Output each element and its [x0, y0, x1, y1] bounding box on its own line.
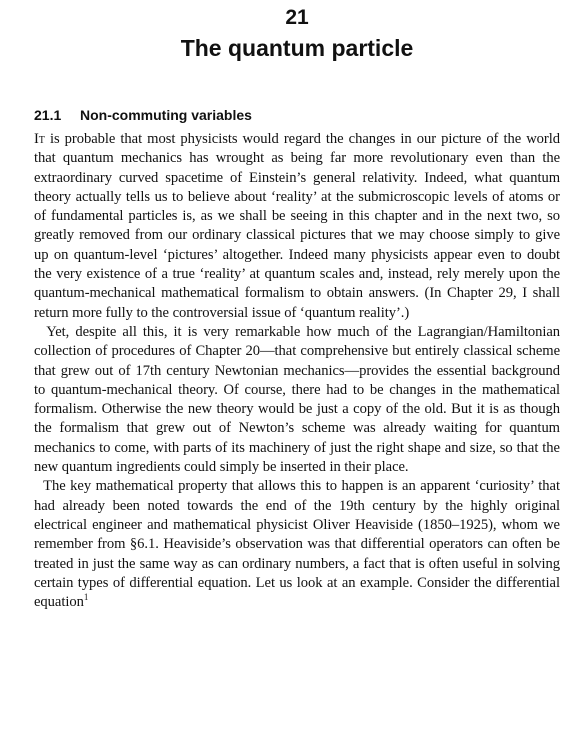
paragraph-1: [34, 130, 560, 323]
section-number: 21.1: [34, 107, 62, 123]
paragraph-text: is probable that most physicists would regard the changes in our picture of the world that quantum mechanics has wrought as being far more revolutionary even than the extraordinary curved spacetime of Einstein’s general relativity. Indeed, what quantum theory actually tells us to believe about ‘reality’ at the submicroscopic levels of atoms or of fundamental particles is, as we shall be seeing in this chapter and in the next two, so greatly removed from our ordinary classical pictures that we may choose simply to give up on quantum-level ‘pictures’ altogether. Indeed many physicists appear even to doubt the very existence of a true ‘reality’ at quantum scales and, instead, rely merely upon the quantum-mechanical mathematical formalism to obtain answers. (In Chapter 29, I shall return more fully to the controversial issue of ‘quantum reality’.): [34, 131, 560, 321]
paragraph-text: Yet, despite all this, it is very remarkable how much of the Lagrangian/Hamiltonian collection of procedures of Chapter 20—that comprehensive but entirely classical scheme that grew out of 17th century Newtonian mechanics—provides the essential background to quantum-mechanical theory. Of course, there had to be changes in the mathematical formalism. Otherwise the new theory would be just a copy of the old. But it is as though the formalism that grew out of Newton’s scheme was already waiting for quantum mechanics to come, with parts of its machinery of just the right shape and size, so that the new quantum ingredients could simply be inserted in their place.: [34, 323, 561, 476]
paragraph-lead: It: [34, 131, 45, 147]
paragraph-3: [34, 477, 560, 612]
paragraph-text: The key mathematical property that allows this to happen is an apparent ‘curiosity’ that had already been noted towards the end of the 19th century by the highly original electrical engineer and mathematical physicist Oliver Heaviside (1850–1925), whom we remember from §6.1. Heaviside’s observation was that differential operators can often be treated in just the same way as can ordinary numbers, a fact that is often useful in solving certain types of differential equation. Let us look at an example. Consider the differential equation: [34, 478, 560, 611]
section-heading: [34, 106, 560, 124]
footnote-mark[interactable]: 1: [83, 592, 89, 603]
paragraph-2: [34, 323, 560, 477]
book-page: [34, 6, 560, 612]
chapter-title: The quantum particle: [180, 35, 414, 61]
chapter-number: 21: [285, 6, 309, 29]
section-title: Non-commuting variables: [80, 107, 252, 123]
